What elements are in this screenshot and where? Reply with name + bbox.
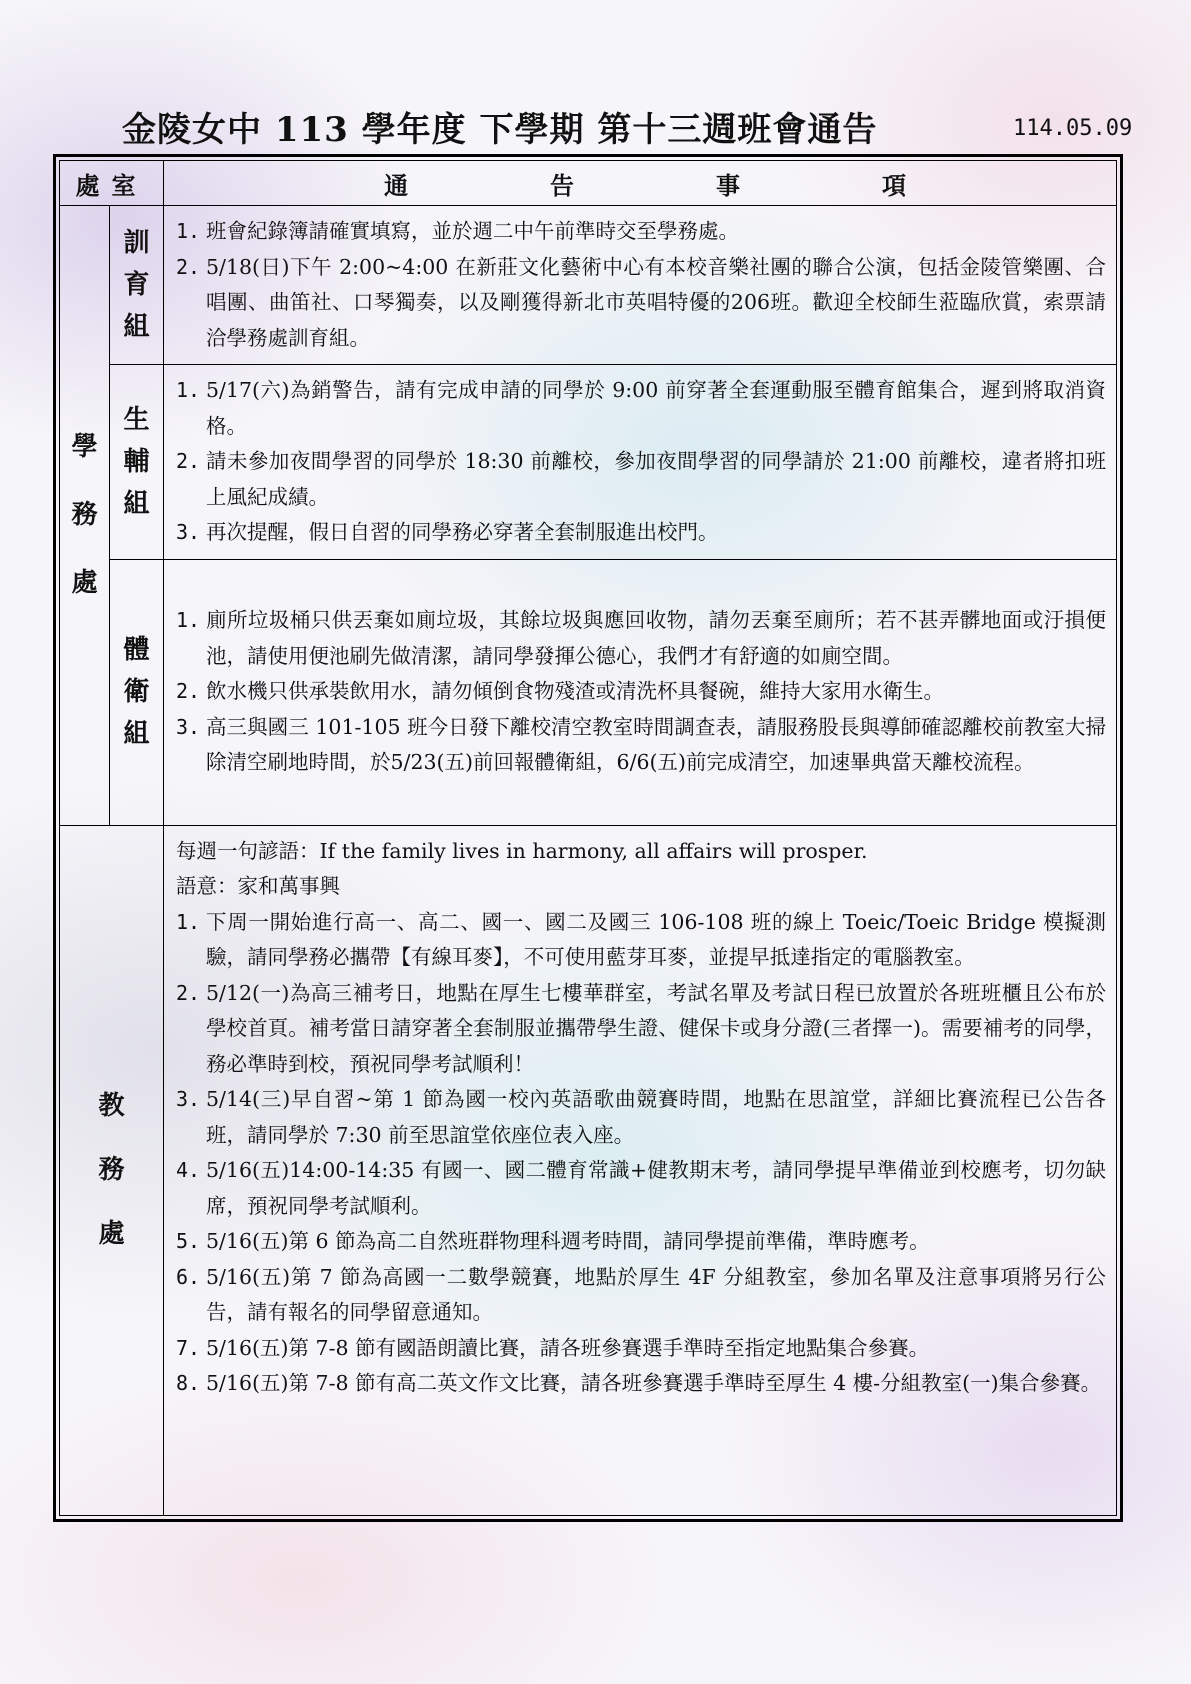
section-char: 體	[123, 635, 150, 665]
list-item: 3. 高三與國三 101-105 班今日發下離校清空教室時間調查表，請服務股長與導師確認離校前教室大掃除清空刷地時間，於5/23(五)前回報體衛組，6/6(五)前完成清空，加速畢典當天離校流程。	[176, 714, 1106, 775]
section-char: 組	[123, 719, 150, 749]
list-item: 1. 班會紀錄簿請確實填寫，並於週二中午前準時交至學務處。	[176, 219, 739, 243]
list-item: 2. 飲水機只供承裝飲用水，請勿傾倒食物殘渣或清洗杯具餐碗，維持大家用水衛生。	[176, 679, 944, 704]
header-notice	[164, 161, 1117, 206]
office-char: 學	[71, 432, 98, 463]
office-char: 處	[71, 568, 98, 599]
list-item: 4. 5/16(五)14:00-14:35 有國一、國二體育常識+健教期末考，請同學提早準備並到校應考，切勿缺席，預祝同學考試順利。	[176, 1158, 1106, 1218]
section-char: 組	[123, 488, 150, 519]
section-label-guidance	[110, 206, 164, 365]
list-item: 8. 5/16(五)第 7-8 節有高二英文作文比賽，請各班參賽選手準時至厚生 4 樓-分組教室(一)集合參賽。	[176, 1371, 1102, 1395]
office-academic-affairs	[60, 825, 164, 1516]
list-item: 6. 5/16(五)第 7 節為高國一二數學競賽，地點於厚生 4F 分組教室，參加名單及注意事項將另行公告，請有報名的同學留意通知。	[176, 1264, 1106, 1324]
list-item: 3. 再次提醒，假日自習的同學務必穿著全套制服進出校門。	[176, 520, 719, 544]
section-char: 組	[123, 312, 150, 342]
section-char: 衛	[123, 677, 150, 707]
section-items-health	[164, 559, 1117, 825]
section-row-academic	[60, 825, 1117, 1516]
list-item: 1. 下周一開始進行高一、高二、國一、國二及國三 106-108 班的線上 Toeic/Toeic Bridge 模擬測驗，請同學務必攜帶【有線耳麥】，不可使用藍芽耳麥，並提早抵達指定的電腦教室。	[176, 909, 1106, 969]
section-row-health	[60, 559, 1117, 825]
list-item: 3. 5/14(三)早自習~第 1 節為國一校內英語歌曲競賽時間，地點在思誼堂，詳細比賽流程已公告各班，請同學於 7:30 前至思誼堂依座位表入座。	[176, 1087, 1106, 1147]
section-char: 育	[123, 270, 150, 300]
header-notice-char: 事	[716, 170, 740, 200]
office-student-affairs	[60, 206, 110, 826]
list-item: 7. 5/16(五)第 7-8 節有國語朗讀比賽，請各班參賽選手準時至指定地點集合參賽。	[176, 1335, 930, 1360]
list-item: 2. 請未參加夜間學習的同學於 18:30 前離校，參加夜間學習的同學請於 21:00 前離校，違者將扣班上風紀成績。	[176, 449, 1106, 509]
section-items-discipline	[164, 365, 1117, 560]
header-notice-char: 通	[384, 170, 408, 200]
office-char: 務	[98, 1155, 125, 1186]
office-char: 務	[71, 500, 98, 531]
section-row-guidance	[60, 206, 1117, 365]
notice-table	[59, 160, 1117, 1516]
header-notice-char: 告	[550, 170, 574, 200]
list-item: 1. 5/17(六)為銷警告，請有完成申請的同學於 9:00 前穿著全套運動服至體育館集合，遲到將取消資格。	[176, 378, 1106, 438]
section-items-academic	[164, 825, 1117, 1516]
list-item: 2. 5/12(一)為高三補考日，地點在厚生七樓華群室，考試名單及考試日程已放置於各班班櫃且公布於學校首頁。補考當日請穿著全套制服並攜帶學生證、健保卡或身分證(三者擇一)。需要補考的同學，務必準時到校，預祝同學考試順利！	[176, 980, 1106, 1076]
header	[0, 102, 1191, 152]
section-char: 訓	[123, 228, 150, 258]
proverb-meaning: 語意：家和萬事興	[176, 874, 340, 898]
header-office: 處室	[60, 161, 164, 206]
section-char: 生	[123, 404, 150, 435]
table-header-row	[60, 161, 1117, 206]
header-notice-char: 項	[882, 170, 906, 200]
section-items-guidance	[164, 206, 1117, 365]
office-char: 教	[98, 1091, 125, 1122]
section-char: 輔	[123, 446, 150, 477]
notice-date: 114.05.09	[1013, 116, 1133, 141]
page-title: 金陵女中 113 學年度 下學期 第十三週班會通告	[122, 110, 878, 150]
list-item: 2. 5/18(日)下午 2:00~4:00 在新莊文化藝術中心有本校音樂社團的聯合公演，包括金陵管樂團、合唱團、曲笛社、口琴獨奏，以及剛獲得新北市英唱特優的206班。歡迎全校師生蒞臨欣賞，索票請洽學務處訓育組。	[176, 254, 1106, 350]
section-row-discipline	[60, 365, 1117, 560]
notice-frame	[53, 154, 1123, 1522]
office-char: 處	[98, 1219, 125, 1250]
section-label-health	[110, 559, 164, 825]
list-item: 1. 廁所垃圾桶只供丟棄如廁垃圾，其餘垃圾與應回收物，請勿丟棄至廁所；若不甚弄髒地面或汙損便池，請使用便池刷先做清潔，請同學發揮公德心，我們才有舒適的如廁空間。	[176, 608, 1106, 668]
section-label-discipline	[110, 365, 164, 560]
weekly-proverb: 每週一句諺語：If the family lives in harmony, all affairs will prosper.	[176, 838, 868, 863]
list-item: 5. 5/16(五)第 6 節為高二自然班群物理科週考時間，請同學提前準備，準時應考。	[176, 1229, 930, 1253]
